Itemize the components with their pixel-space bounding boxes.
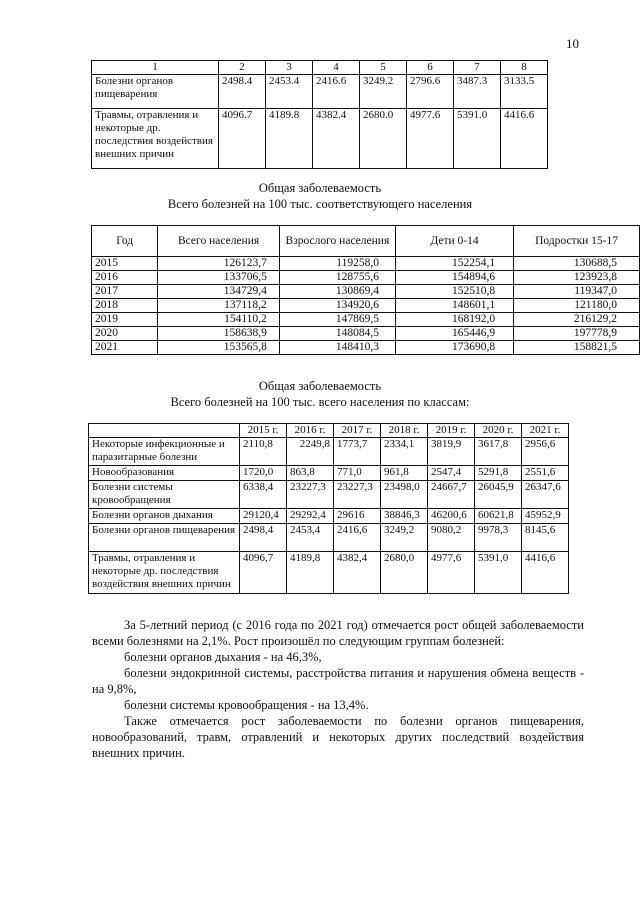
- table-cell: 4096,7: [240, 552, 287, 594]
- col-header: 8: [501, 61, 548, 75]
- table-cell: 4096.7: [219, 109, 266, 169]
- table-row: [89, 509, 569, 524]
- table-cell: 126123,7: [158, 257, 279, 271]
- table-cell: 147869,5: [279, 313, 395, 327]
- summary-paragraph: За 5-летний период (с 2016 года по 2021 год) отмечается рост общей заболеваемости всеми болезнями на 2,1%. Рост произошёл по следующим группам болезней:: [92, 618, 584, 648]
- table-cell: 771,0: [334, 466, 381, 481]
- col-header: 2016 г.: [287, 424, 334, 438]
- table-row: [92, 109, 548, 169]
- table-cell: 2547,4: [428, 466, 475, 481]
- table-cell: 46200,6: [428, 509, 475, 524]
- col-header: 2021 г.: [522, 424, 569, 438]
- col-header: 2018 г.: [381, 424, 428, 438]
- table-cell: 119258,0: [279, 257, 395, 271]
- col-header: 7: [454, 61, 501, 75]
- table-row: [92, 299, 640, 313]
- table-row: [92, 257, 640, 271]
- table-cell: 6338,4: [240, 481, 287, 509]
- table-row: [92, 341, 640, 355]
- table-row: [89, 552, 569, 594]
- table-cell: 119347,0: [514, 285, 640, 299]
- table-cell: 3819,9: [428, 438, 475, 466]
- row-name: Новообразования: [89, 466, 240, 481]
- table-cell: 123923,8: [514, 271, 640, 285]
- table-row: [89, 438, 569, 466]
- table-row: [92, 285, 640, 299]
- col-header: Год: [92, 226, 158, 257]
- table-cell: 863,8: [287, 466, 334, 481]
- year-cell: 2019: [92, 313, 158, 327]
- table-row: [92, 271, 640, 285]
- table-cell: 2249,8: [287, 438, 334, 466]
- table-cell: 29616: [334, 509, 381, 524]
- row-name: Некоторые инфекционные и паразитарные болезни: [89, 438, 240, 466]
- table-cell: 24667,7: [428, 481, 475, 509]
- table-cell: 152254,1: [395, 257, 513, 271]
- table-cell: 9080,2: [428, 524, 475, 552]
- table-cell: 2498,4: [240, 524, 287, 552]
- table-cell: 130688,5: [514, 257, 640, 271]
- row-name: Травмы, отравления и некоторые др. последствия воздействия внешних причин: [89, 552, 240, 594]
- section-title: Общая заболеваемость: [258, 181, 382, 195]
- col-header: [89, 424, 240, 438]
- table-header-row: [89, 424, 569, 438]
- table-cell: 165446,9: [395, 327, 513, 341]
- table-cell: 2680.0: [360, 109, 407, 169]
- table-cell: 8145,6: [522, 524, 569, 552]
- table-row: [89, 481, 569, 509]
- table-cell: 60621,8: [475, 509, 522, 524]
- table-cell: 2680,0: [381, 552, 428, 594]
- table-cell: 23498,0: [381, 481, 428, 509]
- table-row: [92, 75, 548, 109]
- table-cell: 2956,6: [522, 438, 569, 466]
- table-cell: 3617,8: [475, 438, 522, 466]
- table-cell: 4189,8: [287, 552, 334, 594]
- col-header: Всего населения: [158, 226, 279, 257]
- table-cell: 154110,2: [158, 313, 279, 327]
- row-name: Болезни системы кровообращения: [89, 481, 240, 509]
- table-cell: 2796.6: [407, 75, 454, 109]
- table-row: [92, 313, 640, 327]
- table-cell: 4382,4: [334, 552, 381, 594]
- table-cell: 3249,2: [381, 524, 428, 552]
- closing-paragraph: Также отмечается рост заболеваемости по болезни органов пищеварения, новообразований, травм, отравлений и некоторых других последствий воздействия внешних причин.: [92, 714, 584, 760]
- table-cell: 134920,6: [279, 299, 395, 313]
- table-cell: 4977.6: [407, 109, 454, 169]
- col-header: 2020 г.: [475, 424, 522, 438]
- table-cell: 1773,7: [334, 438, 381, 466]
- table-cell: 3487.3: [454, 75, 501, 109]
- table-cell: 1720,0: [240, 466, 287, 481]
- table-cell: 168192,0: [395, 313, 513, 327]
- table-cell: 137118,2: [158, 299, 279, 313]
- morbidity-by-class-table: [88, 423, 569, 594]
- section-subtitle: Всего болезней на 100 тыс. соответствующего населения: [167, 197, 473, 211]
- col-header: Взрослого населения: [279, 226, 395, 257]
- table-cell: 197778,9: [514, 327, 640, 341]
- table-cell: 4416,6: [522, 552, 569, 594]
- table-cell: 23227,3: [287, 481, 334, 509]
- table-cell: 961,8: [381, 466, 428, 481]
- col-header: 2017 г.: [334, 424, 381, 438]
- table-row: [89, 466, 569, 481]
- table-cell: 4977,6: [428, 552, 475, 594]
- table-cell: 154894,6: [395, 271, 513, 285]
- table-cell: 133706,5: [158, 271, 279, 285]
- year-cell: 2017: [92, 285, 158, 299]
- col-header: 3: [266, 61, 313, 75]
- table-cell: 38846,3: [381, 509, 428, 524]
- table-header-row: [92, 226, 640, 257]
- row-name: Болезни органов пищеварения: [92, 75, 219, 109]
- table-header-row: [92, 61, 548, 75]
- table-cell: 3249.2: [360, 75, 407, 109]
- table-cell: 5291,8: [475, 466, 522, 481]
- growth-item: болезни эндокринной системы, расстройства питания и нарушения обмена веществ - на 9,8%,: [92, 666, 584, 696]
- table-cell: 216129,2: [514, 313, 640, 327]
- table-cell: 148084,5: [279, 327, 395, 341]
- section-subtitle: Всего болезней на 100 тыс. всего населения по классам:: [170, 395, 470, 409]
- growth-item: болезни системы кровообращения - на 13,4%.: [124, 698, 369, 712]
- row-name: Травмы, отравления и некоторые др. последствия воздействия внешних причин: [92, 109, 219, 169]
- year-cell: 2018: [92, 299, 158, 313]
- table-cell: 2110,8: [240, 438, 287, 466]
- table-cell: 130869,4: [279, 285, 395, 299]
- table-cell: 2498.4: [219, 75, 266, 109]
- col-header: 4: [313, 61, 360, 75]
- table-row: [92, 327, 640, 341]
- table-cell: 128755,6: [279, 271, 395, 285]
- table-cell: 2416,6: [334, 524, 381, 552]
- table-cell: 2551,6: [522, 466, 569, 481]
- table-row: [89, 524, 569, 552]
- table-cell: 23227,3: [334, 481, 381, 509]
- col-header: 1: [92, 61, 219, 75]
- table-cell: 45952,9: [522, 509, 569, 524]
- row-name: Болезни органов дыхания: [89, 509, 240, 524]
- table-cell: 26045,9: [475, 481, 522, 509]
- table-cell: 121180,0: [514, 299, 640, 313]
- col-header: 6: [407, 61, 454, 75]
- table-cell: 29120,4: [240, 509, 287, 524]
- table-cell: 4189.8: [266, 109, 313, 169]
- table-cell: 158821,5: [514, 341, 640, 355]
- table-cell: 2416.6: [313, 75, 360, 109]
- col-header: Дети 0-14: [395, 226, 513, 257]
- page-number: 10: [566, 36, 579, 51]
- table-cell: 152510,8: [395, 285, 513, 299]
- table-cell: 148601,1: [395, 299, 513, 313]
- year-cell: 2020: [92, 327, 158, 341]
- col-header: 2: [219, 61, 266, 75]
- row-name: Болезни органов пищеварения: [89, 524, 240, 552]
- table-cell: 9978,3: [475, 524, 522, 552]
- col-header: 2019 г.: [428, 424, 475, 438]
- table-cell: 134729,4: [158, 285, 279, 299]
- table-cell: 29292,4: [287, 509, 334, 524]
- table-cell: 2453.4: [266, 75, 313, 109]
- growth-item: болезни органов дыхания - на 46,3%,: [124, 650, 322, 664]
- table-cell: 4382.4: [313, 109, 360, 169]
- table-cell: 26347,6: [522, 481, 569, 509]
- table-cell: 4416.6: [501, 109, 548, 169]
- table-cell: 2334,1: [381, 438, 428, 466]
- col-header: 5: [360, 61, 407, 75]
- col-header: 2015 г.: [240, 424, 287, 438]
- section-title: Общая заболеваемость: [258, 379, 382, 393]
- table-continuation: [91, 60, 548, 169]
- year-cell: 2021: [92, 341, 158, 355]
- table-cell: 173690,8: [395, 341, 513, 355]
- table-cell: 148410,3: [279, 341, 395, 355]
- table-cell: 153565,8: [158, 341, 279, 355]
- year-cell: 2015: [92, 257, 158, 271]
- table-cell: 5391,0: [475, 552, 522, 594]
- table-cell: 3133.5: [501, 75, 548, 109]
- table-cell: 2453,4: [287, 524, 334, 552]
- table-cell: 5391.0: [454, 109, 501, 169]
- table-cell: 158638,9: [158, 327, 279, 341]
- morbidity-by-age-table: [91, 225, 640, 355]
- year-cell: 2016: [92, 271, 158, 285]
- col-header: Подростки 15-17: [514, 226, 640, 257]
